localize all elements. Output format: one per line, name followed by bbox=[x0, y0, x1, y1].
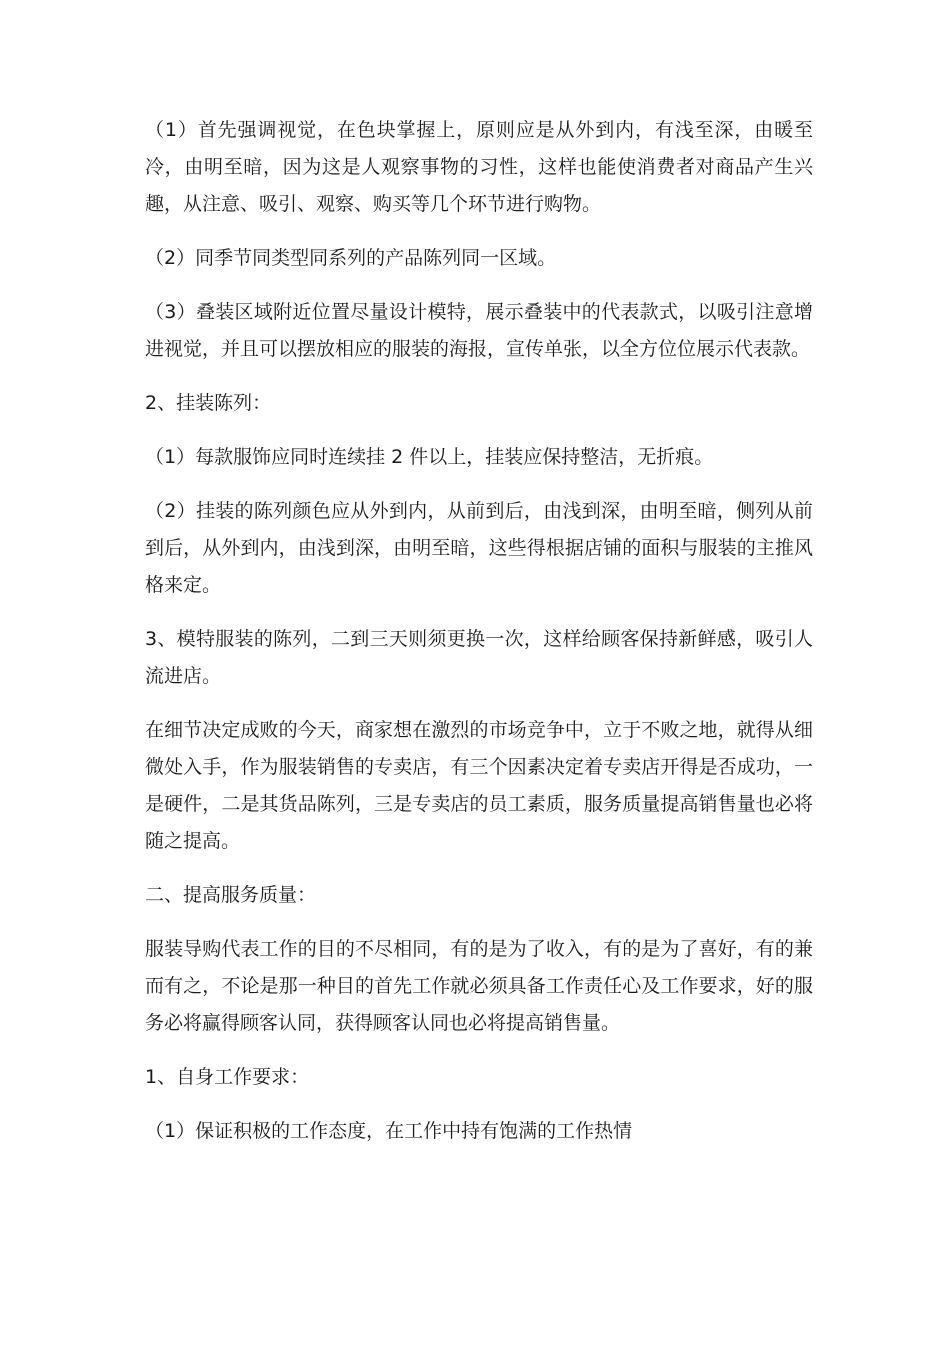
heading-improve-service: 二、提高服务质量： bbox=[145, 884, 317, 906]
paragraph-folded-area-mannequin: （3）叠装区域附近位置尽量设计模特，展示叠装中的代表款式，以吸引注意增进视觉，并且可以摆放相应的服装的海报，宣传单张，以全方位位展示代表款。 bbox=[145, 301, 813, 360]
paragraph-color-block-principle: （1）首先强调视觉，在色块掌握上，原则应是从外到内，有浅至深，由暖至冷，由明至暗，因为这是人观察事物的习性，这样也能使消费者对商品产生兴趣，从注意、吸引、观察、购买等几个环节进行购物。 bbox=[145, 119, 813, 215]
heading-hanging-display: 2、挂装陈列： bbox=[145, 392, 272, 414]
paragraph-same-season-display: （2）同季节同类型同系列的产品陈列同一区域。 bbox=[145, 247, 557, 269]
paragraph-positive-attitude: （1）保证积极的工作态度，在工作中持有饱满的工作热情 bbox=[145, 1120, 633, 1142]
paragraph-mannequin-rotation: 3、模特服装的陈列，二到三天则须更换一次，这样给顾客保持新鲜感，吸引人流进店。 bbox=[145, 628, 813, 687]
heading-self-requirements: 1、自身工作要求： bbox=[145, 1066, 310, 1088]
paragraph-detail-success: 在细节决定成败的今天，商家想在激烈的市场竞争中，立于不败之地，就得从细微处入手，作为服装销售的专卖店，有三个因素决定着专卖店开得是否成功，一是硬件，二是其货品陈列，三是专卖店的员工素质，服务质量提高销售量也必将随之提高。 bbox=[145, 719, 813, 852]
paragraph-hang-two-pieces: （1）每款服饰应同时连续挂 2 件以上，挂装应保持整洁，无折痕。 bbox=[145, 446, 714, 468]
document-body bbox=[145, 112, 813, 1167]
paragraph-sales-rep-goals: 服装导购代表工作的目的不尽相同，有的是为了收入，有的是为了喜好，有的兼而有之，不论是那一种目的首先工作就必须具备工作责任心及工作要求，好的服务必将赢得顾客认同，获得顾客认同也必将提高销售量。 bbox=[145, 938, 813, 1034]
paragraph-hanging-color-order: （2）挂装的陈列颜色应从外到内，从前到后，由浅到深，由明至暗，侧列从前到后，从外到内，由浅到深，由明至暗，这些得根据店铺的面积与服装的主推风格来定。 bbox=[145, 500, 813, 596]
